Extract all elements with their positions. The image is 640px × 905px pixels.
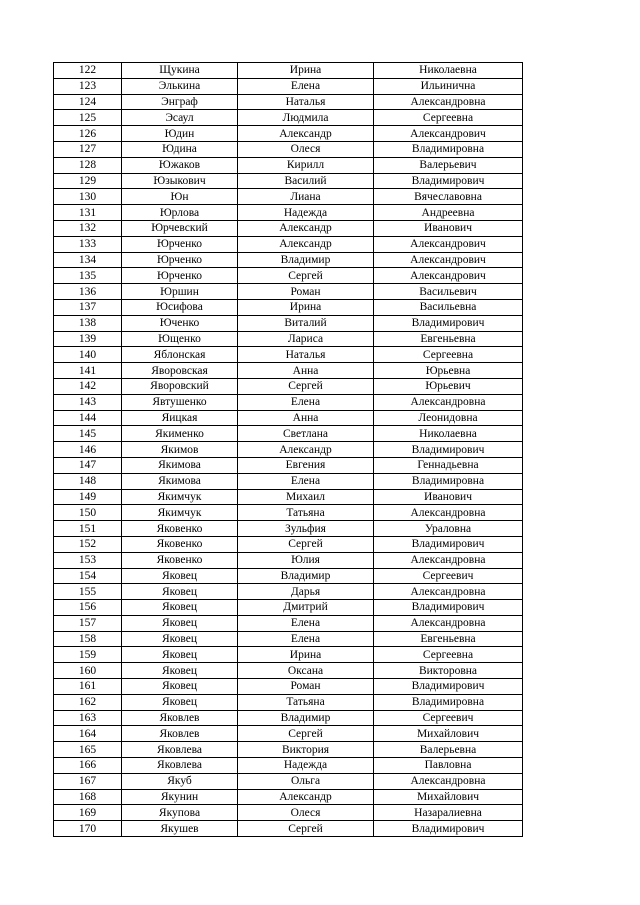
roster-table-body — [54, 63, 523, 837]
patronymic-cell: Владимирович — [374, 600, 523, 616]
row-number-cell: 146 — [54, 442, 122, 458]
first-name-cell: Александр — [238, 789, 374, 805]
first-name-cell: Сергей — [238, 268, 374, 284]
first-name-cell: Кирилл — [238, 157, 374, 173]
last-name-cell: Элькина — [122, 78, 238, 94]
table-row — [54, 378, 523, 394]
table-row — [54, 773, 523, 789]
row-number-cell: 153 — [54, 552, 122, 568]
patronymic-cell: Юрьевна — [374, 363, 523, 379]
table-row — [54, 505, 523, 521]
first-name-cell: Александр — [238, 126, 374, 142]
patronymic-cell: Михайлович — [374, 789, 523, 805]
row-number-cell: 147 — [54, 457, 122, 473]
first-name-cell: Надежда — [238, 758, 374, 774]
table-row — [54, 568, 523, 584]
table-row — [54, 457, 523, 473]
last-name-cell: Юзыкович — [122, 173, 238, 189]
last-name-cell: Якуб — [122, 773, 238, 789]
patronymic-cell: Сергеевич — [374, 710, 523, 726]
last-name-cell: Юрченко — [122, 236, 238, 252]
first-name-cell: Людмила — [238, 110, 374, 126]
patronymic-cell: Владимировна — [374, 694, 523, 710]
patronymic-cell: Сергеевич — [374, 568, 523, 584]
patronymic-cell: Владимирович — [374, 679, 523, 695]
row-number-cell: 162 — [54, 694, 122, 710]
row-number-cell: 131 — [54, 205, 122, 221]
first-name-cell: Александр — [238, 220, 374, 236]
patronymic-cell: Владимирович — [374, 821, 523, 837]
row-number-cell: 134 — [54, 252, 122, 268]
patronymic-cell: Александровна — [374, 505, 523, 521]
table-row — [54, 315, 523, 331]
patronymic-cell: Владимировна — [374, 473, 523, 489]
row-number-cell: 163 — [54, 710, 122, 726]
first-name-cell: Виталий — [238, 315, 374, 331]
last-name-cell: Эсаул — [122, 110, 238, 126]
patronymic-cell: Владимирович — [374, 536, 523, 552]
last-name-cell: Яковлева — [122, 742, 238, 758]
row-number-cell: 155 — [54, 584, 122, 600]
first-name-cell: Наталья — [238, 347, 374, 363]
row-number-cell: 144 — [54, 410, 122, 426]
row-number-cell: 148 — [54, 473, 122, 489]
patronymic-cell: Николаевна — [374, 63, 523, 79]
table-row — [54, 805, 523, 821]
last-name-cell: Яковец — [122, 647, 238, 663]
last-name-cell: Юрченко — [122, 252, 238, 268]
first-name-cell: Владимир — [238, 710, 374, 726]
row-number-cell: 129 — [54, 173, 122, 189]
table-row — [54, 189, 523, 205]
roster-table — [53, 62, 523, 837]
first-name-cell: Роман — [238, 284, 374, 300]
first-name-cell: Дарья — [238, 584, 374, 600]
row-number-cell: 158 — [54, 631, 122, 647]
first-name-cell: Оксана — [238, 663, 374, 679]
table-row — [54, 205, 523, 221]
last-name-cell: Юрлова — [122, 205, 238, 221]
last-name-cell: Юдин — [122, 126, 238, 142]
last-name-cell: Яковец — [122, 679, 238, 695]
patronymic-cell: Валерьевна — [374, 742, 523, 758]
last-name-cell: Юсифова — [122, 299, 238, 315]
last-name-cell: Якименко — [122, 426, 238, 442]
row-number-cell: 133 — [54, 236, 122, 252]
row-number-cell: 145 — [54, 426, 122, 442]
first-name-cell: Елена — [238, 615, 374, 631]
row-number-cell: 160 — [54, 663, 122, 679]
table-row — [54, 331, 523, 347]
table-row — [54, 473, 523, 489]
last-name-cell: Якимова — [122, 457, 238, 473]
table-row — [54, 789, 523, 805]
patronymic-cell: Александрович — [374, 268, 523, 284]
last-name-cell: Яковец — [122, 694, 238, 710]
first-name-cell: Александр — [238, 442, 374, 458]
table-row — [54, 110, 523, 126]
patronymic-cell: Васильевна — [374, 299, 523, 315]
table-row — [54, 647, 523, 663]
patronymic-cell: Андреевна — [374, 205, 523, 221]
first-name-cell: Василий — [238, 173, 374, 189]
first-name-cell: Лиана — [238, 189, 374, 205]
row-number-cell: 138 — [54, 315, 122, 331]
row-number-cell: 127 — [54, 141, 122, 157]
first-name-cell: Владимир — [238, 252, 374, 268]
patronymic-cell: Александрович — [374, 126, 523, 142]
table-row — [54, 489, 523, 505]
first-name-cell: Олеся — [238, 805, 374, 821]
last-name-cell: Яковлев — [122, 710, 238, 726]
row-number-cell: 159 — [54, 647, 122, 663]
row-number-cell: 128 — [54, 157, 122, 173]
last-name-cell: Яицкая — [122, 410, 238, 426]
first-name-cell: Елена — [238, 473, 374, 489]
patronymic-cell: Александровна — [374, 773, 523, 789]
row-number-cell: 157 — [54, 615, 122, 631]
first-name-cell: Дмитрий — [238, 600, 374, 616]
row-number-cell: 140 — [54, 347, 122, 363]
table-row — [54, 521, 523, 537]
patronymic-cell: Евгеньевна — [374, 631, 523, 647]
row-number-cell: 125 — [54, 110, 122, 126]
table-row — [54, 173, 523, 189]
first-name-cell: Сергей — [238, 726, 374, 742]
table-row — [54, 584, 523, 600]
table-row — [54, 141, 523, 157]
table-row — [54, 663, 523, 679]
row-number-cell: 123 — [54, 78, 122, 94]
row-number-cell: 137 — [54, 299, 122, 315]
patronymic-cell: Васильевич — [374, 284, 523, 300]
first-name-cell: Елена — [238, 78, 374, 94]
row-number-cell: 150 — [54, 505, 122, 521]
patronymic-cell: Александровна — [374, 552, 523, 568]
row-number-cell: 168 — [54, 789, 122, 805]
first-name-cell: Зульфия — [238, 521, 374, 537]
last-name-cell: Якупова — [122, 805, 238, 821]
patronymic-cell: Иванович — [374, 489, 523, 505]
first-name-cell: Наталья — [238, 94, 374, 110]
row-number-cell: 142 — [54, 378, 122, 394]
row-number-cell: 122 — [54, 63, 122, 79]
patronymic-cell: Владимирович — [374, 315, 523, 331]
first-name-cell: Евгения — [238, 457, 374, 473]
table-row — [54, 821, 523, 837]
row-number-cell: 132 — [54, 220, 122, 236]
row-number-cell: 156 — [54, 600, 122, 616]
first-name-cell: Юлия — [238, 552, 374, 568]
patronymic-cell: Викторовна — [374, 663, 523, 679]
patronymic-cell: Сергеевна — [374, 647, 523, 663]
row-number-cell: 169 — [54, 805, 122, 821]
first-name-cell: Анна — [238, 363, 374, 379]
first-name-cell: Михаил — [238, 489, 374, 505]
table-row — [54, 394, 523, 410]
row-number-cell: 141 — [54, 363, 122, 379]
patronymic-cell: Павловна — [374, 758, 523, 774]
table-row — [54, 268, 523, 284]
table-row — [54, 726, 523, 742]
patronymic-cell: Вячеславовна — [374, 189, 523, 205]
table-row — [54, 63, 523, 79]
last-name-cell: Яковец — [122, 568, 238, 584]
last-name-cell: Яковенко — [122, 521, 238, 537]
table-row — [54, 552, 523, 568]
row-number-cell: 136 — [54, 284, 122, 300]
row-number-cell: 161 — [54, 679, 122, 695]
patronymic-cell: Владимировна — [374, 141, 523, 157]
patronymic-cell: Ураловна — [374, 521, 523, 537]
last-name-cell: Якимов — [122, 442, 238, 458]
patronymic-cell: Михайлович — [374, 726, 523, 742]
last-name-cell: Щукина — [122, 63, 238, 79]
table-row — [54, 615, 523, 631]
table-row — [54, 694, 523, 710]
last-name-cell: Якунин — [122, 789, 238, 805]
patronymic-cell: Сергеевна — [374, 347, 523, 363]
table-row — [54, 220, 523, 236]
patronymic-cell: Валерьевич — [374, 157, 523, 173]
row-number-cell: 166 — [54, 758, 122, 774]
row-number-cell: 164 — [54, 726, 122, 742]
table-row — [54, 631, 523, 647]
patronymic-cell: Александровна — [374, 615, 523, 631]
first-name-cell: Лариса — [238, 331, 374, 347]
last-name-cell: Южаков — [122, 157, 238, 173]
row-number-cell: 143 — [54, 394, 122, 410]
last-name-cell: Юрченко — [122, 268, 238, 284]
row-number-cell: 165 — [54, 742, 122, 758]
patronymic-cell: Юрьевич — [374, 378, 523, 394]
first-name-cell: Сергей — [238, 821, 374, 837]
last-name-cell: Энграф — [122, 94, 238, 110]
table-row — [54, 157, 523, 173]
row-number-cell: 139 — [54, 331, 122, 347]
last-name-cell: Яковец — [122, 663, 238, 679]
last-name-cell: Якимчук — [122, 489, 238, 505]
table-row — [54, 710, 523, 726]
first-name-cell: Роман — [238, 679, 374, 695]
table-row — [54, 742, 523, 758]
table-row — [54, 536, 523, 552]
first-name-cell: Олеся — [238, 141, 374, 157]
first-name-cell: Владимир — [238, 568, 374, 584]
first-name-cell: Ольга — [238, 773, 374, 789]
first-name-cell: Анна — [238, 410, 374, 426]
last-name-cell: Юрчевский — [122, 220, 238, 236]
patronymic-cell: Александровна — [374, 584, 523, 600]
first-name-cell: Елена — [238, 631, 374, 647]
table-row — [54, 410, 523, 426]
table-row — [54, 442, 523, 458]
table-row — [54, 284, 523, 300]
first-name-cell: Татьяна — [238, 505, 374, 521]
table-row — [54, 299, 523, 315]
patronymic-cell: Евгеньевна — [374, 331, 523, 347]
first-name-cell: Светлана — [238, 426, 374, 442]
table-row — [54, 363, 523, 379]
last-name-cell: Юдина — [122, 141, 238, 157]
row-number-cell: 135 — [54, 268, 122, 284]
first-name-cell: Надежда — [238, 205, 374, 221]
first-name-cell: Сергей — [238, 536, 374, 552]
first-name-cell: Елена — [238, 394, 374, 410]
row-number-cell: 151 — [54, 521, 122, 537]
patronymic-cell: Ильинична — [374, 78, 523, 94]
table-row — [54, 252, 523, 268]
last-name-cell: Яковлев — [122, 726, 238, 742]
first-name-cell: Татьяна — [238, 694, 374, 710]
last-name-cell: Яковец — [122, 615, 238, 631]
table-row — [54, 426, 523, 442]
first-name-cell: Ирина — [238, 647, 374, 663]
first-name-cell: Ирина — [238, 299, 374, 315]
first-name-cell: Виктория — [238, 742, 374, 758]
last-name-cell: Якушев — [122, 821, 238, 837]
table-row — [54, 679, 523, 695]
row-number-cell: 149 — [54, 489, 122, 505]
patronymic-cell: Сергеевна — [374, 110, 523, 126]
last-name-cell: Юченко — [122, 315, 238, 331]
last-name-cell: Юршин — [122, 284, 238, 300]
first-name-cell: Ирина — [238, 63, 374, 79]
row-number-cell: 124 — [54, 94, 122, 110]
last-name-cell: Якимчук — [122, 505, 238, 521]
row-number-cell: 167 — [54, 773, 122, 789]
last-name-cell: Яковенко — [122, 552, 238, 568]
last-name-cell: Яковенко — [122, 536, 238, 552]
last-name-cell: Явтушенко — [122, 394, 238, 410]
row-number-cell: 170 — [54, 821, 122, 837]
last-name-cell: Яковлева — [122, 758, 238, 774]
table-row — [54, 600, 523, 616]
table-row — [54, 347, 523, 363]
last-name-cell: Яковец — [122, 584, 238, 600]
last-name-cell: Яковец — [122, 600, 238, 616]
last-name-cell: Якимова — [122, 473, 238, 489]
table-row — [54, 126, 523, 142]
patronymic-cell: Геннадьевна — [374, 457, 523, 473]
table-row — [54, 78, 523, 94]
last-name-cell: Яблонская — [122, 347, 238, 363]
table-row — [54, 758, 523, 774]
patronymic-cell: Александровна — [374, 394, 523, 410]
first-name-cell: Александр — [238, 236, 374, 252]
table-row — [54, 94, 523, 110]
patronymic-cell: Владимирович — [374, 173, 523, 189]
last-name-cell: Яковец — [122, 631, 238, 647]
patronymic-cell: Александрович — [374, 236, 523, 252]
row-number-cell: 154 — [54, 568, 122, 584]
row-number-cell: 126 — [54, 126, 122, 142]
patronymic-cell: Николаевна — [374, 426, 523, 442]
patronymic-cell: Александрович — [374, 252, 523, 268]
patronymic-cell: Леонидовна — [374, 410, 523, 426]
last-name-cell: Юн — [122, 189, 238, 205]
table-row — [54, 236, 523, 252]
patronymic-cell: Александровна — [374, 94, 523, 110]
last-name-cell: Яворовская — [122, 363, 238, 379]
last-name-cell: Яворовский — [122, 378, 238, 394]
row-number-cell: 130 — [54, 189, 122, 205]
last-name-cell: Ющенко — [122, 331, 238, 347]
patronymic-cell: Назаралиевна — [374, 805, 523, 821]
patronymic-cell: Владимирович — [374, 442, 523, 458]
first-name-cell: Сергей — [238, 378, 374, 394]
row-number-cell: 152 — [54, 536, 122, 552]
patronymic-cell: Иванович — [374, 220, 523, 236]
